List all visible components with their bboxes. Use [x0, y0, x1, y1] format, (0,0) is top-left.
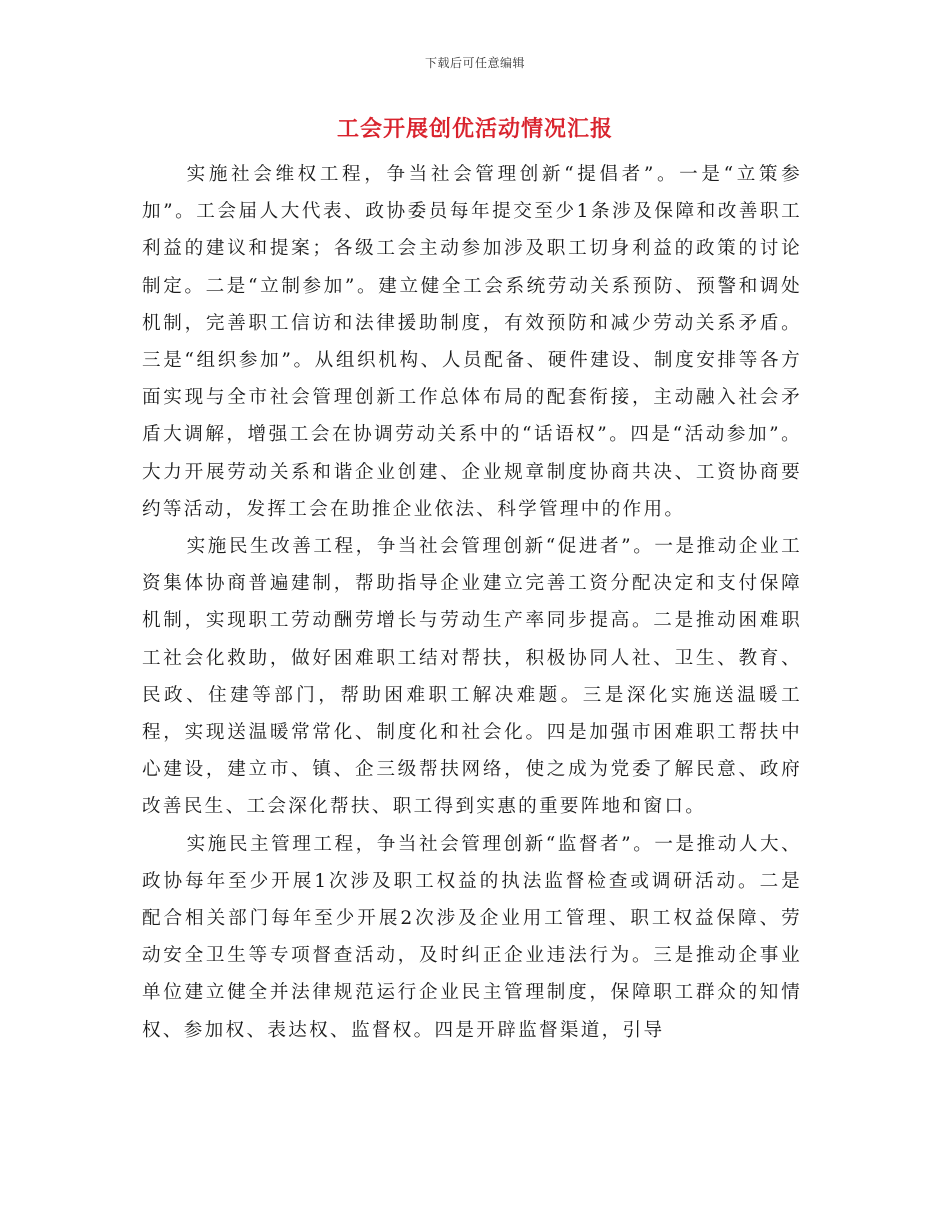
document-body	[142, 156, 802, 1049]
paragraph: 实施社会维权工程，争当社会管理创新“提倡者”。一是“立策参加”。工会届人大代表、政协委员每年提交至少1条涉及保障和改善职工利益的建议和提案；各级工会主动参加涉及职工切身利益的政策的讨论制定。二是“立制参加”。建立健全工会系统劳动关系预防、预警和调处机制，完善职工信访和法律援助制度，有效预防和减少劳动关系矛盾。三是“组织参加”。从组织机构、人员配备、硬件建设、制度安排等各方面实现与全市社会管理创新工作总体布局的配套衔接，主动融入社会矛盾大调解，增强工会在协调劳动关系中的“话语权”。四是“活动参加”。大力开展劳动关系和谐企业创建、企业规章制度协商共决、工资协商要约等活动，发挥工会在助推企业依法、科学管理中的作用。	[142, 164, 802, 520]
header-note: 下载后可任意编辑	[424, 56, 525, 70]
paragraph: 实施民生改善工程，争当社会管理创新“促进者”。一是推动企业工资集体协商普遍建制，帮助指导企业建立完善工资分配决定和支付保障机制，实现职工劳动酬劳增长与劳动生产率同步提高。二是推动困难职工社会化救助，做好困难职工结对帮扶，积极协同人社、卫生、教育、民政、住建等部门，帮助困难职工解决难题。三是深化实施送温暖工程，实现送温暖常常化、制度化和社会化。四是加强市困难职工帮扶中心建设，建立市、镇、企三级帮扶网络，使之成为党委了解民意、政府改善民生、工会深化帮扶、职工得到实惠的重要阵地和窗口。	[142, 536, 802, 818]
document-title: 工会开展创优活动情况汇报	[336, 117, 613, 142]
paragraph: 实施民主管理工程，争当社会管理创新“监督者”。一是推动人大、政协每年至少开展1次涉及职工权益的执法监督检查或调研活动。二是配合相关部门每年至少开展2次涉及企业用工管理、职工权益保障、劳动安全卫生等专项督查活动，及时纠正企业违法行为。三是推动企事业单位建立健全并法律规范运行企业民主管理制度，保障职工群众的知情权、参加权、表达权、监督权。四是开辟监督渠道，引导	[142, 833, 802, 1041]
